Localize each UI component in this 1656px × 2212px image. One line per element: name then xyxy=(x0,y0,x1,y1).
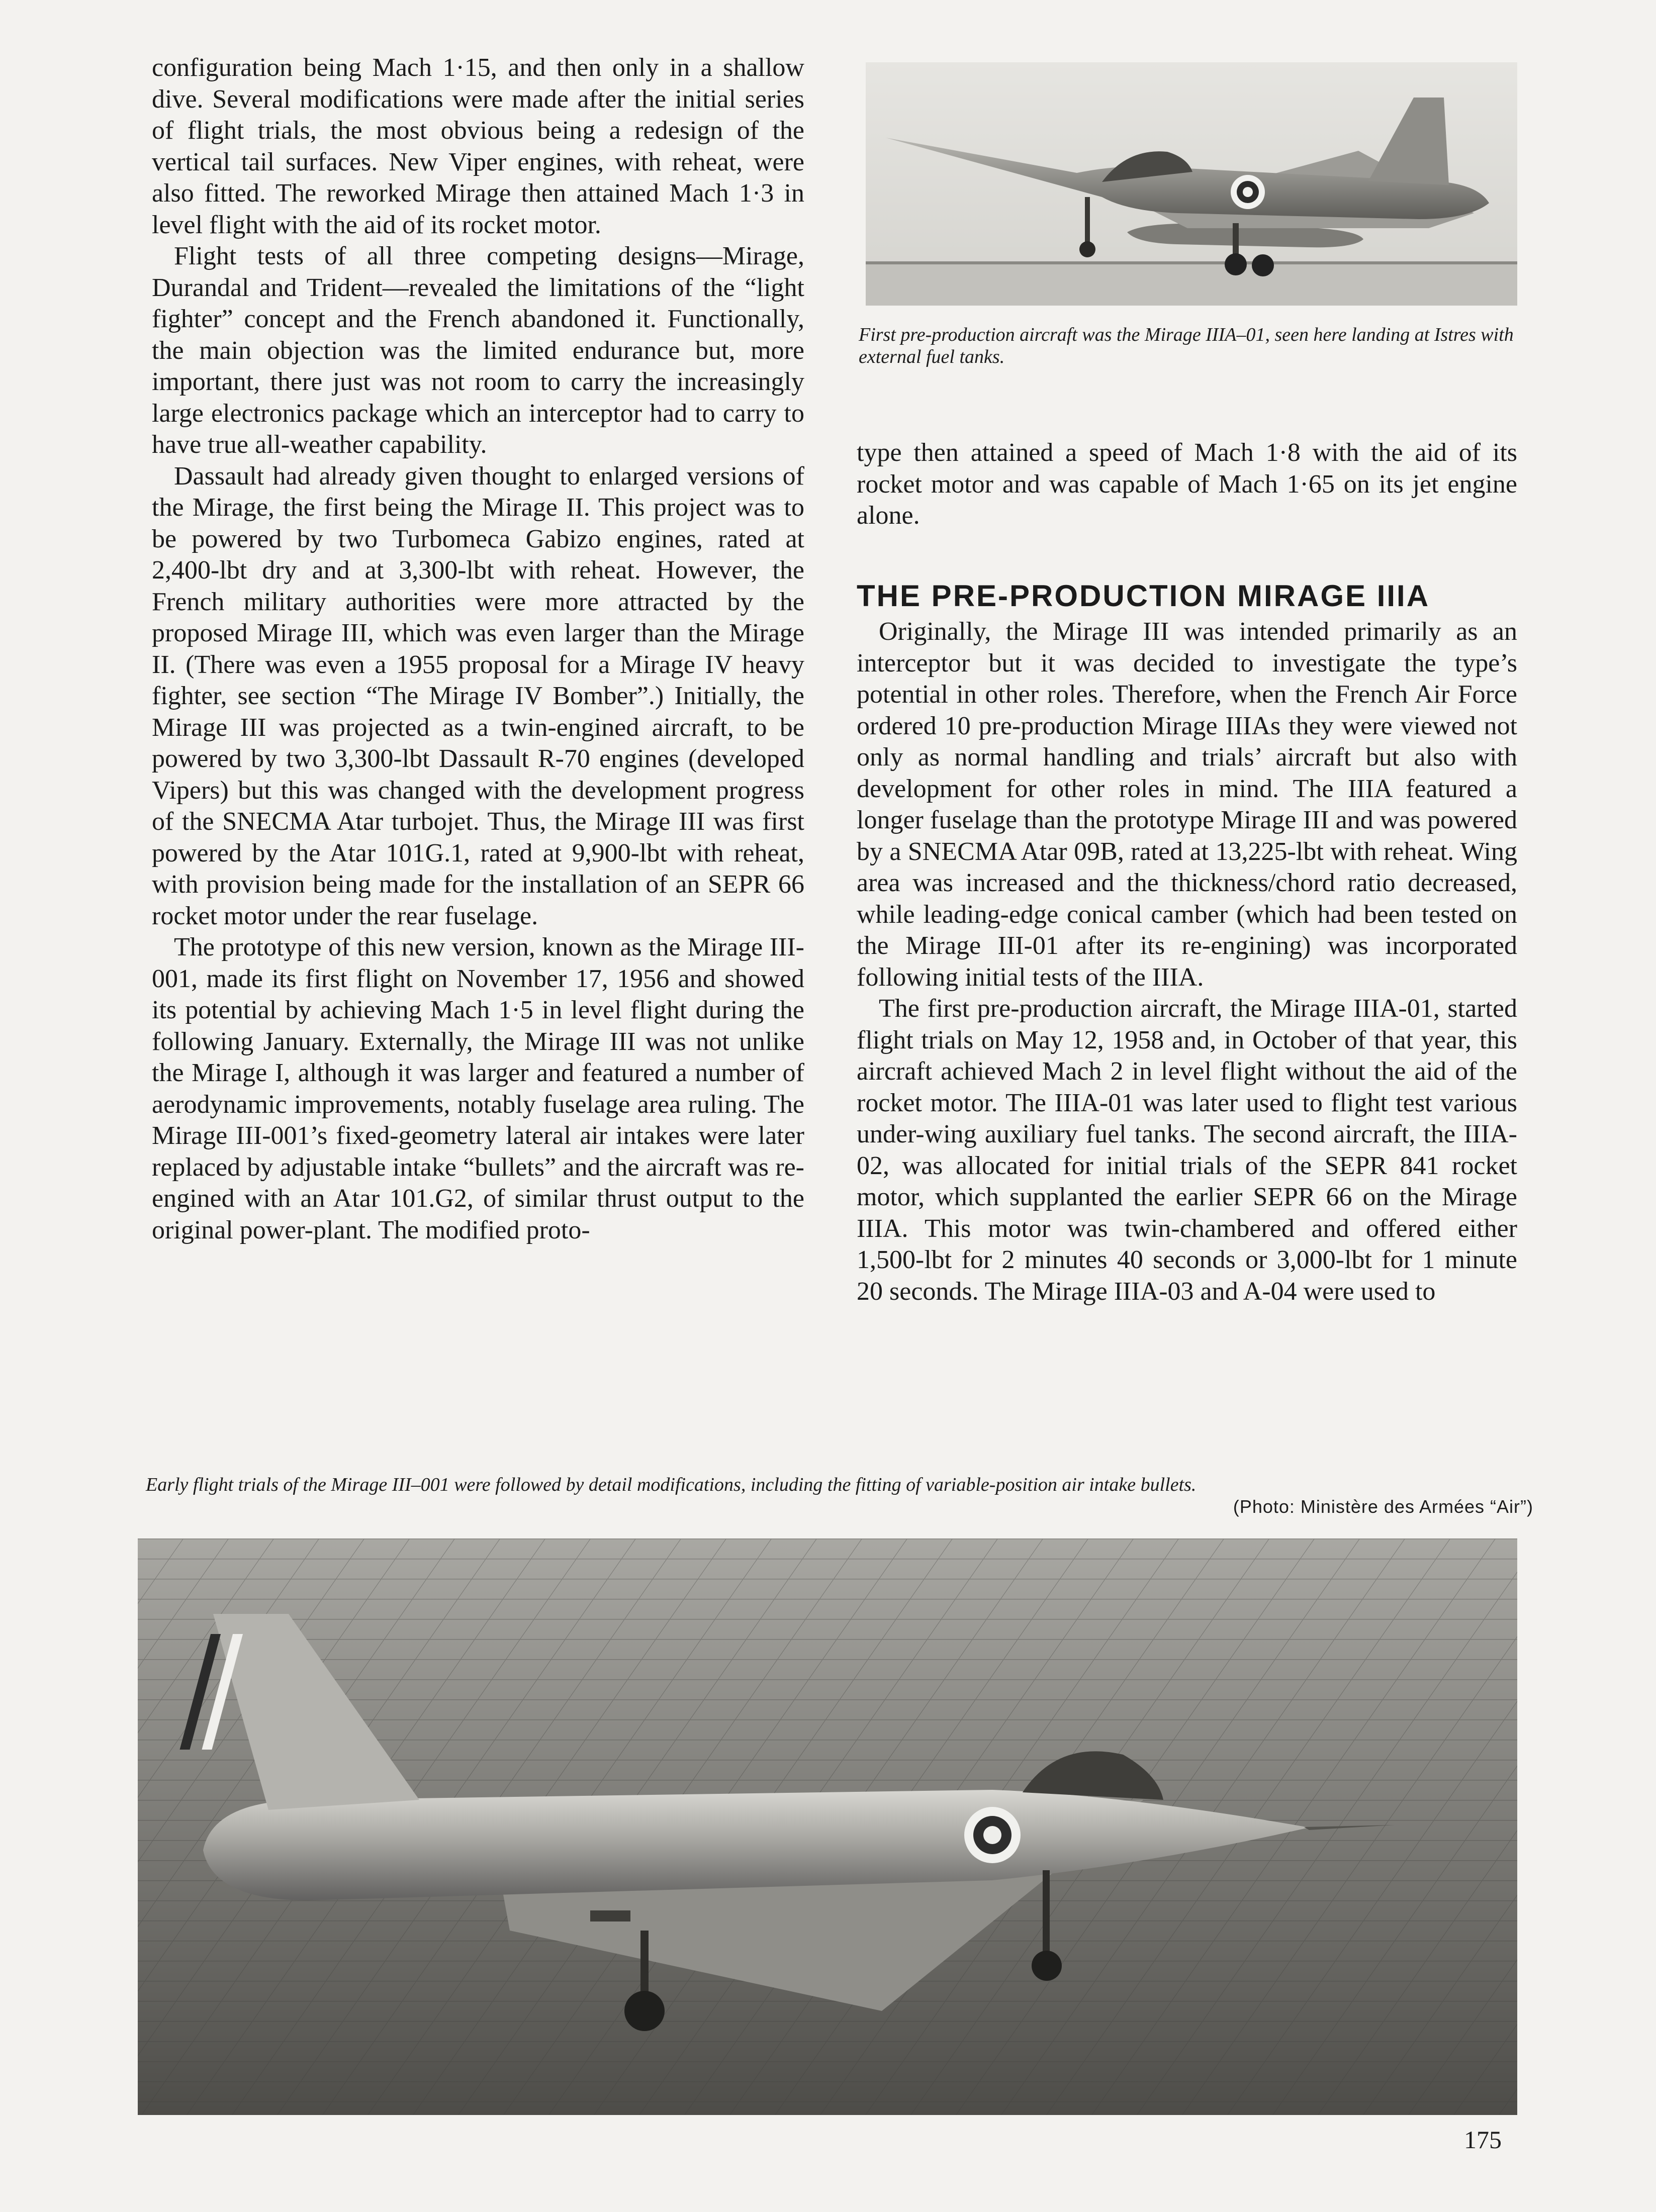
paragraph: Originally, the Mirage III was intended primarily as an interceptor but it was decided to investigate the type’s potential in other roles. Therefore, when the French Air Force ordered 10 pre-production Mirage IIIAs they were viewed not only as normal handling and trials’ aircraft but also with development for other roles in mind. The IIIA featured a longer fuselage than the prototype Mirage III and was powered by a SNECMA Atar 09B, rated at 13,225-lbt with reheat. Wing area was increased and the thickness/chord ratio decreased, while leading-edge conical camber (which had been tested on the Mirage III-01 after its re-engining) was incorporated following initial tests of the IIIA. xyxy=(857,617,1517,992)
right-column xyxy=(857,578,1517,1307)
right-column-continuation xyxy=(857,437,1517,532)
photo-credit: (Photo: Ministère des Armées “Air”) xyxy=(1233,1496,1533,1517)
paragraph: The prototype of this new version, known as the Mirage III-001, made its first flight on November 17, 1956 and showed its potential by achieving Mach 1·5 in level flight during the following January. Externally, the Mirage III was not unlike the Mirage I, although it was larger and featured a number of aerodynamic improvements, notably fuselage area ruling. The Mirage III-001’s fixed-geometry lateral air intakes were later replaced by adjustable intake “bullets” and the aircraft was re-engined with an Atar 101.G2, of similar thrust output to the original power-plant. The modified proto- xyxy=(152,933,804,1244)
photo-caption-bottom xyxy=(146,1474,1533,1518)
caption-text: Early flight trials of the Mirage III–001 were followed by detail modifications, including the fitting of variable-position air intake bullets. xyxy=(146,1474,1197,1495)
photo-caption-top: First pre-production aircraft was the Mirage IIIA–01, seen here landing at Istres with external fuel tanks. xyxy=(859,324,1514,367)
section-heading: THE PRE-PRODUCTION MIRAGE IIIA xyxy=(857,579,1430,613)
paragraph: Dassault had already given thought to enlarged versions of the Mirage, the first being the Mirage II. This project was to be powered by two Turbomeca Gabizo engines, rated at 2,400-lbt dry and at 3,300-lbt with reheat. However, the French military authorities were more attracted by the proposed Mirage III, which was even larger than the Mirage II. (There was even a 1955 proposal for a Mirage IV heavy fighter, see section “The Mirage IV Bomber”.) Initially, the Mirage III was projected as a twin-engined aircraft, to be powered by two 3,300-lbt Dassault R-70 engines (developed Vipers) but this was changed with the development progress of the SNECMA Atar turbojet. Thus, the Mirage III was first powered by the Atar 101G.1, rated at 9,900-lbt with reheat, with provision being made for the installation of an SEPR 66 rocket motor under the rear fuselage. xyxy=(152,461,804,930)
paragraph: type then attained a speed of Mach 1·8 with the aid of its rocket motor and was capable of Mach 1·65 on its jet engine alone. xyxy=(857,438,1517,530)
page-number: 175 xyxy=(1464,2126,1502,2154)
paragraph: Flight tests of all three competing designs—Mirage, Durandal and Trident—revealed the limitations of the “light fighter” concept and the French abandoned it. Functionally, the main objection was the limited endurance but, more important, there just was not room to carry the increasingly large electronics package which an interceptor had to carry to have true all-weather capability. xyxy=(152,242,804,459)
left-column xyxy=(152,52,804,1246)
aircraft-ground-illustration xyxy=(138,1538,1517,2115)
photo-mirage-iiia-landing xyxy=(866,62,1517,306)
aircraft-landing-illustration xyxy=(866,62,1517,306)
photo-mirage-iii-001-on-ground xyxy=(138,1538,1517,2115)
paragraph: configuration being Mach 1·15, and then only in a shallow dive. Several modifications were made after the initial series of flight trials, the most obvious being a redesign of the vertical tail surfaces. New Viper engines, with reheat, were also fitted. The reworked Mirage then attained Mach 1·3 in level flight with the aid of its rocket motor. xyxy=(152,53,804,239)
paragraph: The first pre-production aircraft, the Mirage IIIA-01, started flight trials on May 12, 1958 and, in October of that year, this aircraft achieved Mach 2 in level flight without the aid of the rocket motor. The IIIA-01 was later used to flight test various under-wing auxiliary fuel tanks. The second aircraft, the IIIA-02, was allocated for initial trials of the SEPR 841 rocket motor, which supplanted the earlier SEPR 66 on the Mirage IIIA. This motor was twin-chambered and offered either 1,500-lbt for 2 minutes 40 seconds or 3,000-lbt for 1 minute 20 seconds. The Mirage IIIA-03 and A-04 were used to xyxy=(857,994,1517,1306)
